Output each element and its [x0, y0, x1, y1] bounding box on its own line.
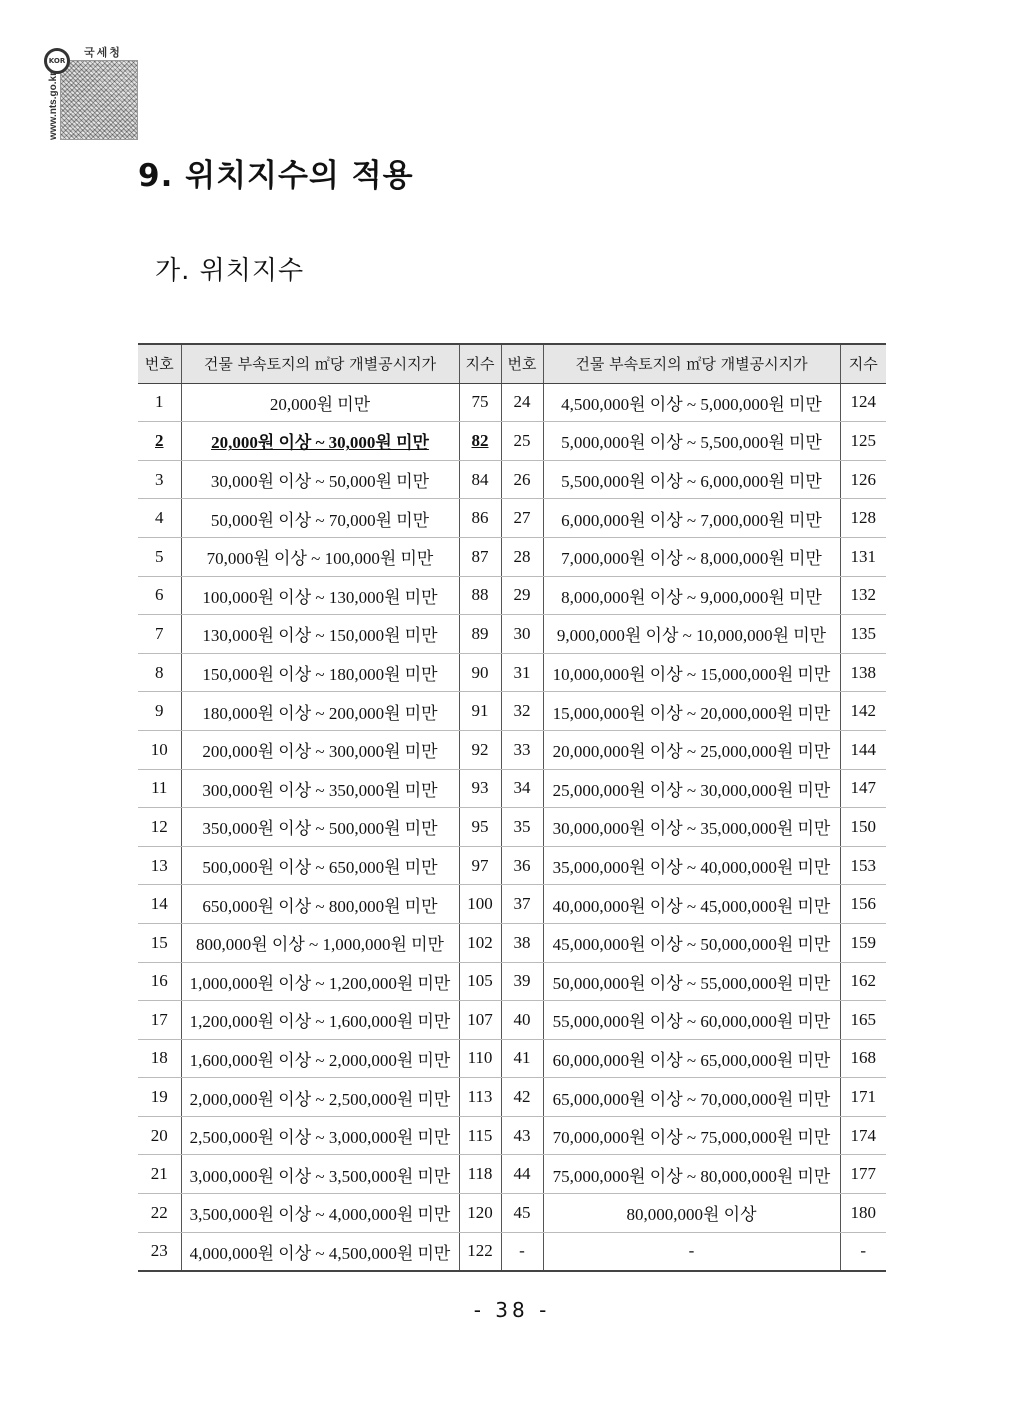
section-title: 9. 위치지수의 적용: [138, 158, 414, 194]
header-index-left: 지수: [459, 344, 501, 383]
row-price-right: 20,000,000원 이상 ~ 25,000,000원 미만: [543, 730, 840, 769]
table-row: [138, 962, 886, 1001]
nts-logo: [40, 40, 140, 144]
row-index-left: 115: [459, 1116, 501, 1155]
row-index-left: 95: [459, 808, 501, 847]
table-row: [138, 1116, 886, 1155]
table-row: [138, 1194, 886, 1233]
row-no-right: 34: [501, 769, 543, 808]
row-index-right: 138: [840, 653, 886, 692]
row-price-right: 5,000,000원 이상 ~ 5,500,000원 미만: [543, 422, 840, 461]
row-no-right: 35: [501, 808, 543, 847]
row-no-right: 42: [501, 1078, 543, 1117]
row-index-right: 135: [840, 615, 886, 654]
row-price-right: 7,000,000원 이상 ~ 8,000,000원 미만: [543, 537, 840, 576]
row-price-left: 150,000원 이상 ~ 180,000원 미만: [181, 653, 459, 692]
row-price-right: 55,000,000원 이상 ~ 60,000,000원 미만: [543, 1001, 840, 1040]
row-no-left: 17: [138, 1001, 181, 1040]
row-index-left: 87: [459, 537, 501, 576]
row-price-right: 50,000,000원 이상 ~ 55,000,000원 미만: [543, 962, 840, 1001]
row-no-right: 30: [501, 615, 543, 654]
row-no-right: 36: [501, 846, 543, 885]
row-price-left: 30,000원 이상 ~ 50,000원 미만: [181, 460, 459, 499]
row-index-left: 107: [459, 1001, 501, 1040]
row-index-left: 120: [459, 1194, 501, 1233]
row-index-left: 91: [459, 692, 501, 731]
table-row: [138, 460, 886, 499]
row-no-right: 44: [501, 1155, 543, 1194]
row-index-right: 128: [840, 499, 886, 538]
table-row: [138, 1078, 886, 1117]
row-price-left: 1,600,000원 이상 ~ 2,000,000원 미만: [181, 1039, 459, 1078]
row-price-right: 65,000,000원 이상 ~ 70,000,000원 미만: [543, 1078, 840, 1117]
row-index-left: 113: [459, 1078, 501, 1117]
row-no-left: 18: [138, 1039, 181, 1078]
row-no-left: 6: [138, 576, 181, 615]
header-index-right: 지수: [840, 344, 886, 383]
row-no-right: -: [501, 1232, 543, 1271]
row-price-right: 15,000,000원 이상 ~ 20,000,000원 미만: [543, 692, 840, 731]
row-index-right: 177: [840, 1155, 886, 1194]
table-row: [138, 422, 886, 461]
row-index-right: 124: [840, 383, 886, 422]
table-header-row: [138, 344, 886, 383]
row-index-right: 153: [840, 846, 886, 885]
row-price-left: 800,000원 이상 ~ 1,000,000원 미만: [181, 923, 459, 962]
row-no-left: 7: [138, 615, 181, 654]
row-no-left: 4: [138, 499, 181, 538]
row-price-left: 3,000,000원 이상 ~ 3,500,000원 미만: [181, 1155, 459, 1194]
row-no-right: 29: [501, 576, 543, 615]
row-price-left: 2,000,000원 이상 ~ 2,500,000원 미만: [181, 1078, 459, 1117]
row-price-left: 180,000원 이상 ~ 200,000원 미만: [181, 692, 459, 731]
row-index-right: 168: [840, 1039, 886, 1078]
agency-url: www.nts.go.kr: [48, 72, 59, 140]
table-row: [138, 615, 886, 654]
row-index-left: 102: [459, 923, 501, 962]
row-index-right: 171: [840, 1078, 886, 1117]
table-row: [138, 383, 886, 422]
row-no-right: 38: [501, 923, 543, 962]
row-no-left: 19: [138, 1078, 181, 1117]
location-index-table: [138, 343, 886, 1272]
row-index-left: 89: [459, 615, 501, 654]
table-row: [138, 885, 886, 924]
row-index-right: 144: [840, 730, 886, 769]
table-row: [138, 923, 886, 962]
row-no-left: 8: [138, 653, 181, 692]
row-price-right: 80,000,000원 이상: [543, 1194, 840, 1233]
header-no-right: 번호: [501, 344, 543, 383]
row-no-left: 13: [138, 846, 181, 885]
row-price-left: 20,000원 미만: [181, 383, 459, 422]
row-no-left: 3: [138, 460, 181, 499]
row-no-right: 41: [501, 1039, 543, 1078]
row-no-left: 12: [138, 808, 181, 847]
row-price-right: 10,000,000원 이상 ~ 15,000,000원 미만: [543, 653, 840, 692]
row-index-left: 110: [459, 1039, 501, 1078]
row-no-left: 14: [138, 885, 181, 924]
row-price-right: 70,000,000원 이상 ~ 75,000,000원 미만: [543, 1116, 840, 1155]
row-index-right: 174: [840, 1116, 886, 1155]
row-no-right: 28: [501, 537, 543, 576]
row-index-right: 132: [840, 576, 886, 615]
table-row: [138, 1155, 886, 1194]
table-row: [138, 1001, 886, 1040]
table-row: [138, 692, 886, 731]
row-price-right: 30,000,000원 이상 ~ 35,000,000원 미만: [543, 808, 840, 847]
row-no-left: 20: [138, 1116, 181, 1155]
table-row: [138, 846, 886, 885]
row-index-left: 75: [459, 383, 501, 422]
table-row: [138, 1039, 886, 1078]
row-price-right: 35,000,000원 이상 ~ 40,000,000원 미만: [543, 846, 840, 885]
header-no-left: 번호: [138, 344, 181, 383]
row-no-right: 40: [501, 1001, 543, 1040]
row-index-right: 131: [840, 537, 886, 576]
table-row: [138, 769, 886, 808]
row-price-left: 50,000원 이상 ~ 70,000원 미만: [181, 499, 459, 538]
row-index-left: 90: [459, 653, 501, 692]
qr-code-icon: [60, 60, 138, 140]
kor-badge-icon: KOR: [44, 48, 70, 74]
row-index-left: 84: [459, 460, 501, 499]
row-index-left: 82: [459, 422, 501, 461]
row-price-left: 1,000,000원 이상 ~ 1,200,000원 미만: [181, 962, 459, 1001]
row-price-left: 650,000원 이상 ~ 800,000원 미만: [181, 885, 459, 924]
row-no-right: 25: [501, 422, 543, 461]
row-price-right: -: [543, 1232, 840, 1271]
row-index-left: 92: [459, 730, 501, 769]
row-price-left: 70,000원 이상 ~ 100,000원 미만: [181, 537, 459, 576]
row-price-left: 350,000원 이상 ~ 500,000원 미만: [181, 808, 459, 847]
row-price-left: 20,000원 이상 ~ 30,000원 미만: [181, 422, 459, 461]
row-no-right: 24: [501, 383, 543, 422]
row-price-right: 8,000,000원 이상 ~ 9,000,000원 미만: [543, 576, 840, 615]
row-index-right: 147: [840, 769, 886, 808]
row-index-right: 142: [840, 692, 886, 731]
row-no-left: 23: [138, 1232, 181, 1271]
row-index-right: 165: [840, 1001, 886, 1040]
row-price-right: 60,000,000원 이상 ~ 65,000,000원 미만: [543, 1039, 840, 1078]
row-price-left: 200,000원 이상 ~ 300,000원 미만: [181, 730, 459, 769]
table-body: [138, 383, 886, 1271]
row-no-right: 43: [501, 1116, 543, 1155]
row-price-right: 45,000,000원 이상 ~ 50,000,000원 미만: [543, 923, 840, 962]
row-index-right: 159: [840, 923, 886, 962]
page-number: - 38 -: [473, 1298, 551, 1322]
row-price-left: 300,000원 이상 ~ 350,000원 미만: [181, 769, 459, 808]
row-price-left: 1,200,000원 이상 ~ 1,600,000원 미만: [181, 1001, 459, 1040]
row-no-left: 10: [138, 730, 181, 769]
row-no-left: 22: [138, 1194, 181, 1233]
row-index-left: 100: [459, 885, 501, 924]
row-index-right: 126: [840, 460, 886, 499]
row-price-right: 40,000,000원 이상 ~ 45,000,000원 미만: [543, 885, 840, 924]
row-index-left: 122: [459, 1232, 501, 1271]
row-no-left: 15: [138, 923, 181, 962]
row-no-right: 31: [501, 653, 543, 692]
row-index-left: 86: [459, 499, 501, 538]
row-price-right: 25,000,000원 이상 ~ 30,000,000원 미만: [543, 769, 840, 808]
row-price-left: 130,000원 이상 ~ 150,000원 미만: [181, 615, 459, 654]
row-index-right: 162: [840, 962, 886, 1001]
table-row: [138, 537, 886, 576]
row-index-right: 180: [840, 1194, 886, 1233]
row-no-right: 32: [501, 692, 543, 731]
row-no-left: 11: [138, 769, 181, 808]
row-index-left: 97: [459, 846, 501, 885]
row-no-right: 27: [501, 499, 543, 538]
agency-name: 국세청: [84, 46, 122, 59]
row-index-left: 105: [459, 962, 501, 1001]
table-row: [138, 576, 886, 615]
table-row: [138, 1232, 886, 1271]
row-price-left: 500,000원 이상 ~ 650,000원 미만: [181, 846, 459, 885]
row-no-left: 9: [138, 692, 181, 731]
row-price-right: 9,000,000원 이상 ~ 10,000,000원 미만: [543, 615, 840, 654]
row-no-left: 5: [138, 537, 181, 576]
row-price-left: 100,000원 이상 ~ 130,000원 미만: [181, 576, 459, 615]
row-price-right: 75,000,000원 이상 ~ 80,000,000원 미만: [543, 1155, 840, 1194]
table-row: [138, 499, 886, 538]
table-row: [138, 808, 886, 847]
row-index-left: 118: [459, 1155, 501, 1194]
header-price-right: 건물 부속토지의 ㎡당 개별공시지가: [543, 344, 840, 383]
row-price-left: 4,000,000원 이상 ~ 4,500,000원 미만: [181, 1232, 459, 1271]
row-price-right: 4,500,000원 이상 ~ 5,000,000원 미만: [543, 383, 840, 422]
subsection-title: 가. 위치지수: [155, 256, 305, 286]
row-index-right: 125: [840, 422, 886, 461]
row-index-right: -: [840, 1232, 886, 1271]
row-index-left: 88: [459, 576, 501, 615]
row-no-right: 39: [501, 962, 543, 1001]
row-no-right: 37: [501, 885, 543, 924]
row-price-right: 5,500,000원 이상 ~ 6,000,000원 미만: [543, 460, 840, 499]
row-price-right: 6,000,000원 이상 ~ 7,000,000원 미만: [543, 499, 840, 538]
row-no-right: 26: [501, 460, 543, 499]
row-no-left: 1: [138, 383, 181, 422]
row-price-left: 3,500,000원 이상 ~ 4,000,000원 미만: [181, 1194, 459, 1233]
table-row: [138, 730, 886, 769]
table-row: [138, 653, 886, 692]
row-no-right: 45: [501, 1194, 543, 1233]
row-no-right: 33: [501, 730, 543, 769]
row-index-right: 150: [840, 808, 886, 847]
header-price-left: 건물 부속토지의 ㎡당 개별공시지가: [181, 344, 459, 383]
row-no-left: 2: [138, 422, 181, 461]
row-price-left: 2,500,000원 이상 ~ 3,000,000원 미만: [181, 1116, 459, 1155]
row-no-left: 16: [138, 962, 181, 1001]
row-index-right: 156: [840, 885, 886, 924]
row-index-left: 93: [459, 769, 501, 808]
row-no-left: 21: [138, 1155, 181, 1194]
